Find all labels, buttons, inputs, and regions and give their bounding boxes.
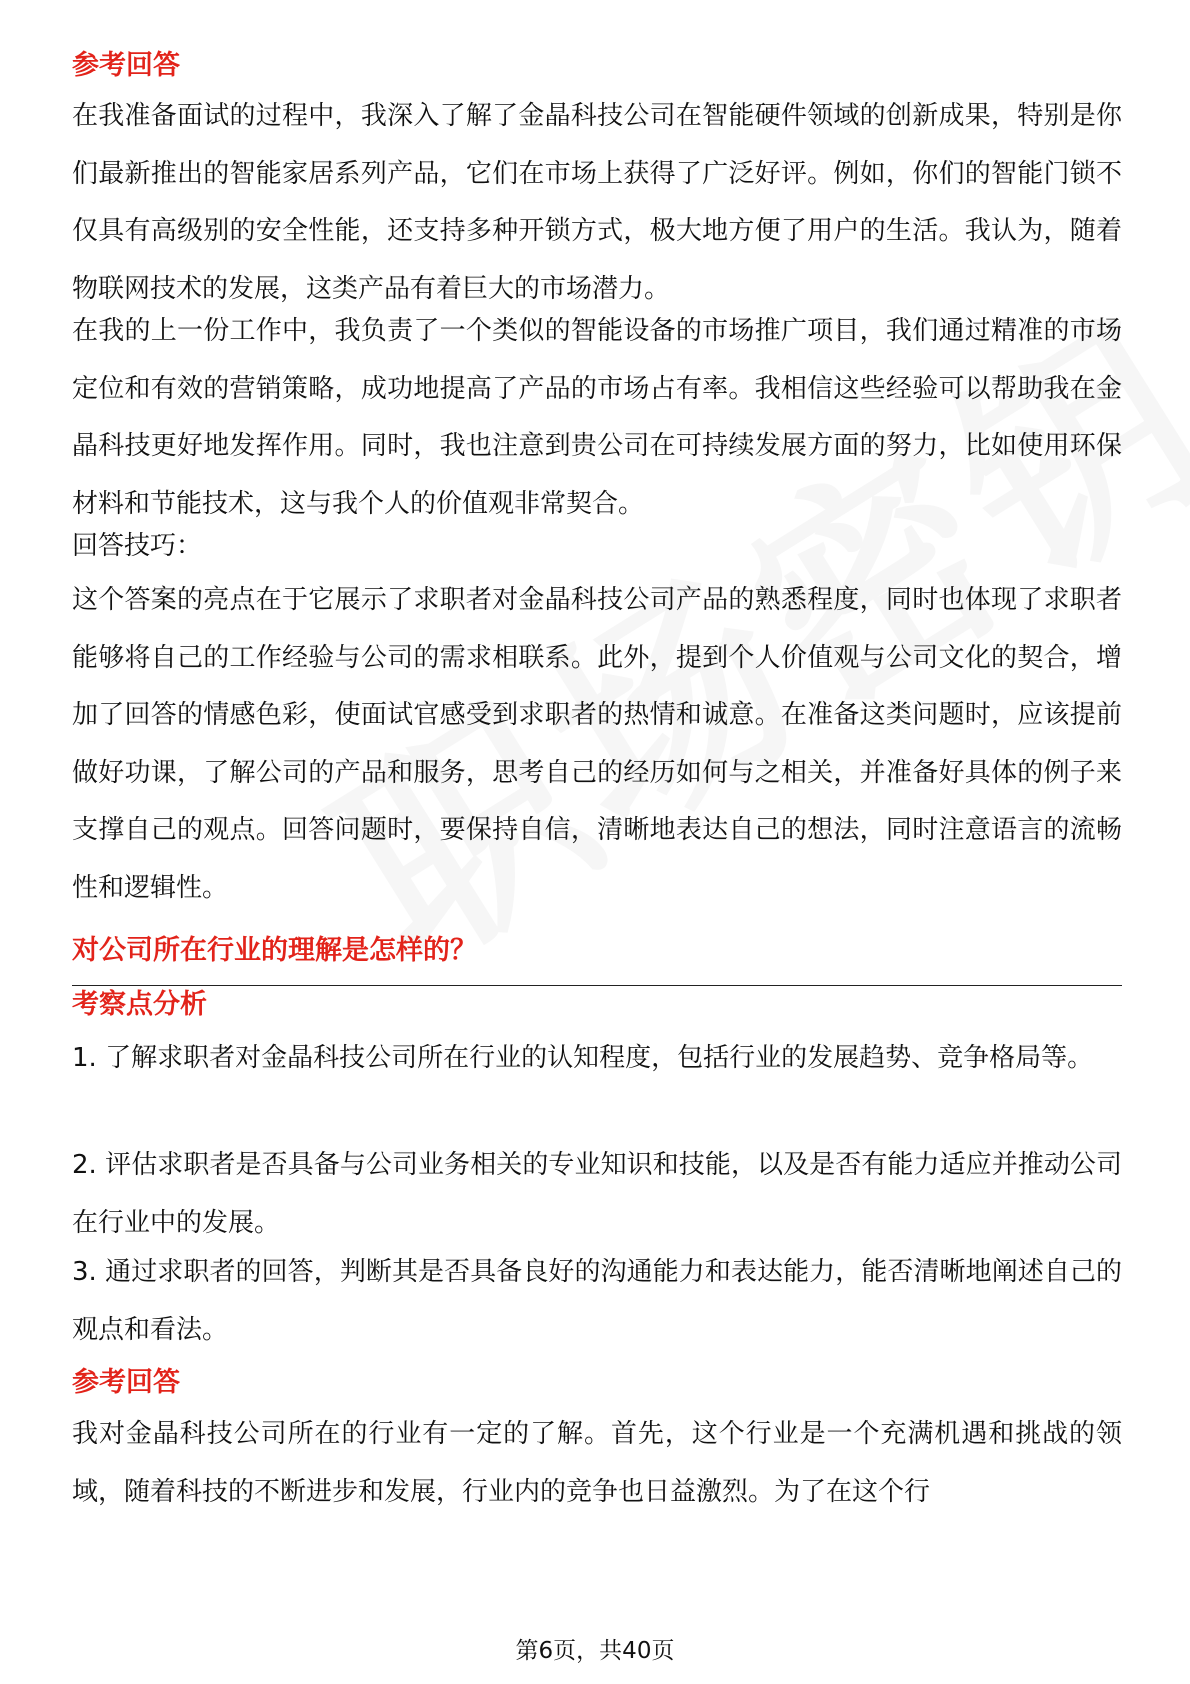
tips-label-block (72, 518, 1122, 576)
analysis-point: 3. 通过求职者的回答，判断其是否具备良好的沟通能力和表达能力，能否清晰地阐述自己的观点和看法。 (72, 1257, 1122, 1345)
tips-label: 回答技巧： (72, 531, 203, 561)
analysis-point-2 (72, 1137, 1122, 1252)
answer-heading: 参考回答 (72, 1367, 180, 1398)
question-block (72, 931, 1122, 971)
answer-paragraph: 在我的上一份工作中，我负责了一个类似的智能设备的市场推广项目，我们通过精准的市场定位和有效的营销策略，成功地提高了产品的市场占有率。我相信这些经验可以帮助我在金晶科技更好地发挥作用。同时，我也注意到贵公司在可持续发展方面的努力，比如使用环保材料和节能技术，这与我个人的价值观非常契合。 (72, 316, 1122, 519)
analysis-point-1 (72, 1030, 1122, 1088)
answer-paragraph-2 (72, 303, 1122, 533)
section-answer-1 (72, 46, 1122, 86)
analysis-heading: 考察点分析 (72, 989, 207, 1020)
answer-paragraph-1 (72, 88, 1122, 318)
answer-paragraph: 我对金晶科技公司所在的行业有一定的了解。首先，这个行业是一个充满机遇和挑战的领域，随着科技的不断进步和发展，行业内的竞争也日益激烈。为了在这个行 (72, 1419, 1122, 1507)
analysis-point: 1. 了解求职者对金晶科技公司所在行业的认知程度，包括行业的发展趋势、竞争格局等。 (72, 1043, 1094, 1073)
document-page (72, 0, 1122, 1684)
answer-paragraph: 在我准备面试的过程中，我深入了解了金晶科技公司在智能硬件领域的创新成果，特别是你们最新推出的智能家居系列产品，它们在市场上获得了广泛好评。例如，你们的智能门锁不仅具有高级别的安全性能，还支持多种开锁方式，极大地方便了用户的生活。我认为，随着物联网技术的发展，这类产品有着巨大的市场潜力。 (72, 101, 1122, 304)
analysis-heading-block (72, 985, 1122, 1025)
question-heading: 对公司所在行业的理解是怎样的？ (72, 935, 477, 966)
answer-heading-2-block (72, 1363, 1122, 1403)
answer-heading: 参考回答 (72, 50, 180, 81)
tips-text-block (72, 572, 1122, 917)
page-number: 第6页，共40页 (515, 1638, 675, 1664)
tips-text: 这个答案的亮点在于它展示了求职者对金晶科技公司产品的熟悉程度，同时也体现了求职者能够将自己的工作经验与公司的需求相联系。此外，提到个人价值观与公司文化的契合，增加了回答的情感色彩，使面试官感受到求职者的热情和诚意。在准备这类问题时，应该提前做好功课，了解公司的产品和服务，思考自己的经历如何与之相关，并准备好具体的例子来支撑自己的观点。回答问题时，要保持自信，清晰地表达自己的想法，同时注意语言的流畅性和逻辑性。 (72, 585, 1122, 903)
analysis-point-3 (72, 1244, 1122, 1359)
answer-text-2-block (72, 1406, 1122, 1521)
analysis-point: 2. 评估求职者是否具备与公司业务相关的专业知识和技能，以及是否有能力适应并推动公司在行业中的发展。 (72, 1150, 1122, 1238)
